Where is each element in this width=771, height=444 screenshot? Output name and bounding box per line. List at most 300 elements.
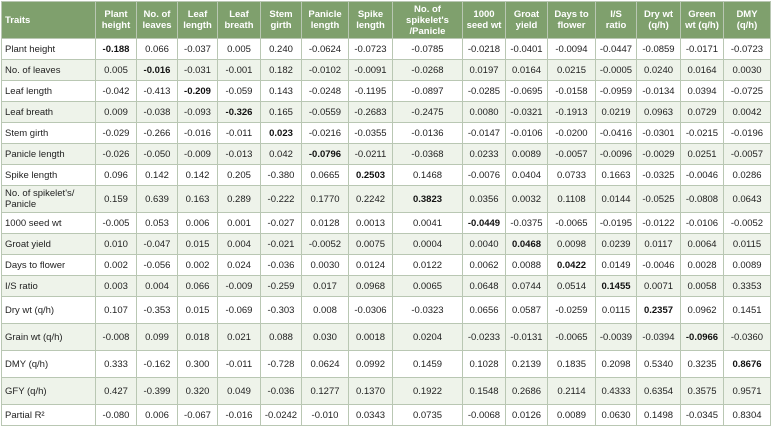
table-row: [2, 60, 771, 81]
table-cell: -0.037: [178, 39, 218, 60]
direct-effect-cell: 0.0468: [506, 234, 548, 255]
table-cell: 0.0665: [302, 165, 349, 186]
table-cell: -0.0052: [302, 234, 349, 255]
direct-effect-cell: -0.209: [178, 81, 218, 102]
table-cell: 0.0733: [548, 165, 596, 186]
table-cell: 0.0643: [724, 186, 771, 213]
table-cell: -0.380: [261, 165, 302, 186]
table-cell: 0.1548: [463, 378, 506, 405]
table-cell: -0.050: [137, 144, 178, 165]
table-cell: -0.0195: [596, 213, 637, 234]
table-cell: 0.320: [178, 378, 218, 405]
table-cell: -0.0525: [637, 186, 681, 213]
table-cell: -0.0695: [506, 81, 548, 102]
table-cell: -0.0057: [724, 144, 771, 165]
table-cell: 0.427: [96, 378, 137, 405]
table-cell: 0.0404: [506, 165, 548, 186]
table-cell: 0.0233: [463, 144, 506, 165]
column-header-traits: Traits: [2, 2, 96, 39]
table-cell: 0.639: [137, 186, 178, 213]
trait-label: GFY (q/h): [2, 378, 96, 405]
direct-effect-cell: 0.023: [261, 123, 302, 144]
table-cell: 0.0080: [463, 102, 506, 123]
table-row: [2, 39, 771, 60]
path-coefficient-table: [1, 1, 771, 426]
table-cell: 0.0041: [393, 213, 463, 234]
table-cell: 0.0089: [506, 144, 548, 165]
trait-label: DMY (q/h): [2, 351, 96, 378]
table-cell: -0.0559: [302, 102, 349, 123]
table-cell: 0.2114: [548, 378, 596, 405]
trait-label: I/S ratio: [2, 276, 96, 297]
table-cell: 0.0251: [681, 144, 724, 165]
table-cell: -0.0447: [596, 39, 637, 60]
table-cell: -0.0196: [724, 123, 771, 144]
table-cell: 0.107: [96, 297, 137, 324]
table-cell: 0.1922: [393, 378, 463, 405]
table-row: [2, 276, 771, 297]
table-body: [2, 39, 771, 426]
trait-label: No. of spikelet's/ Panicle: [2, 186, 96, 213]
table-cell: -0.0171: [681, 39, 724, 60]
column-header: Days to flower: [548, 2, 596, 39]
table-cell: 0.0197: [463, 60, 506, 81]
table-cell: -0.0375: [506, 213, 548, 234]
table-cell: 0.006: [137, 405, 178, 426]
table-row: [2, 234, 771, 255]
table-cell: 0.300: [178, 351, 218, 378]
table-cell: 0.2139: [506, 351, 548, 378]
table-cell: -0.0065: [548, 213, 596, 234]
table-cell: 0.006: [178, 213, 218, 234]
trait-label: 1000 seed wt: [2, 213, 96, 234]
table-cell: 0.0115: [596, 297, 637, 324]
table-cell: 0.0028: [681, 255, 724, 276]
table-cell: -0.0046: [637, 255, 681, 276]
table-cell: -0.0325: [637, 165, 681, 186]
table-cell: -0.0301: [637, 123, 681, 144]
table-cell: -0.0076: [463, 165, 506, 186]
table-cell: 0.142: [178, 165, 218, 186]
table-cell: 0.0286: [724, 165, 771, 186]
table-cell: -0.009: [218, 276, 261, 297]
table-cell: 0.0088: [506, 255, 548, 276]
table-cell: 0.0514: [548, 276, 596, 297]
direct-effect-cell: -0.188: [96, 39, 137, 60]
table-cell: 0.018: [178, 324, 218, 351]
column-header: I/S ratio: [596, 2, 637, 39]
table-cell: 0.1835: [548, 351, 596, 378]
table-cell: 0.0089: [548, 405, 596, 426]
table-cell: -0.031: [178, 60, 218, 81]
column-header: No. of leaves: [137, 2, 178, 39]
column-header: Dry wt (q/h): [637, 2, 681, 39]
table-cell: 0.0204: [393, 324, 463, 351]
table-cell: 0.159: [96, 186, 137, 213]
table-row: [2, 123, 771, 144]
table-cell: -0.222: [261, 186, 302, 213]
column-header: Stem girth: [261, 2, 302, 39]
trait-label: Stem girth: [2, 123, 96, 144]
table-cell: -0.0959: [596, 81, 637, 102]
table-cell: 0.3353: [724, 276, 771, 297]
table-cell: 0.3575: [681, 378, 724, 405]
table-cell: 0.015: [178, 297, 218, 324]
direct-effect-cell: -0.0966: [681, 324, 724, 351]
direct-effect-cell: -0.016: [137, 60, 178, 81]
trait-label: Grain wt (q/h): [2, 324, 96, 351]
table-cell: 0.005: [96, 60, 137, 81]
header-row: [2, 2, 771, 39]
table-cell: -0.080: [96, 405, 137, 426]
table-cell: 0.0062: [463, 255, 506, 276]
table-cell: 0.1663: [596, 165, 637, 186]
table-row: [2, 102, 771, 123]
table-cell: 0.0963: [637, 102, 681, 123]
table-cell: 0.0239: [596, 234, 637, 255]
table-cell: 0.0128: [302, 213, 349, 234]
table-cell: 0.0004: [393, 234, 463, 255]
table-cell: 0.0126: [506, 405, 548, 426]
table-cell: 0.1498: [637, 405, 681, 426]
table-cell: -0.036: [261, 378, 302, 405]
table-cell: 0.1108: [548, 186, 596, 213]
table-cell: -0.0723: [724, 39, 771, 60]
table-cell: -0.0785: [393, 39, 463, 60]
table-cell: 0.0098: [548, 234, 596, 255]
table-cell: 0.8304: [724, 405, 771, 426]
table-cell: -0.0345: [681, 405, 724, 426]
table-cell: -0.0039: [596, 324, 637, 351]
table-cell: -0.2475: [393, 102, 463, 123]
direct-effect-cell: -0.0796: [302, 144, 349, 165]
table-cell: 0.0962: [681, 297, 724, 324]
table-cell: 0.088: [261, 324, 302, 351]
table-cell: -0.0368: [393, 144, 463, 165]
table-cell: -0.0897: [393, 81, 463, 102]
table-cell: 0.010: [96, 234, 137, 255]
table-cell: 0.0648: [463, 276, 506, 297]
table-cell: 0.1277: [302, 378, 349, 405]
table-cell: -0.0624: [302, 39, 349, 60]
table-cell: -0.047: [137, 234, 178, 255]
trait-label: Groat yield: [2, 234, 96, 255]
table-cell: -0.016: [178, 123, 218, 144]
table-row: [2, 186, 771, 213]
table-cell: 0.0075: [349, 234, 393, 255]
table-cell: 0.0624: [302, 351, 349, 378]
table-cell: -0.0360: [724, 324, 771, 351]
table-cell: -0.303: [261, 297, 302, 324]
table-cell: -0.011: [218, 123, 261, 144]
table-cell: -0.2683: [349, 102, 393, 123]
table-cell: -0.0242: [261, 405, 302, 426]
table-cell: 0.099: [137, 324, 178, 351]
table-cell: -0.010: [302, 405, 349, 426]
table-cell: -0.0259: [548, 297, 596, 324]
table-cell: 0.0992: [349, 351, 393, 378]
table-cell: -0.021: [261, 234, 302, 255]
table-cell: -0.259: [261, 276, 302, 297]
table-cell: 0.0030: [724, 60, 771, 81]
table-cell: -0.059: [218, 81, 261, 102]
table-cell: 0.1028: [463, 351, 506, 378]
column-header: Green wt (q/h): [681, 2, 724, 39]
table-cell: 0.0744: [506, 276, 548, 297]
table-cell: 0.096: [96, 165, 137, 186]
table-cell: -0.0029: [637, 144, 681, 165]
table-row: [2, 165, 771, 186]
table-cell: 0.015: [178, 234, 218, 255]
column-header: Groat yield: [506, 2, 548, 39]
table-cell: 0.030: [302, 324, 349, 351]
table-row: [2, 405, 771, 426]
table-cell: 0.004: [137, 276, 178, 297]
direct-effect-cell: 0.3823: [393, 186, 463, 213]
direct-effect-cell: 0.0422: [548, 255, 596, 276]
trait-label: Leaf length: [2, 81, 96, 102]
table-cell: 0.002: [178, 255, 218, 276]
table-cell: 0.0164: [506, 60, 548, 81]
table-row: [2, 378, 771, 405]
column-header: Leaf breath: [218, 2, 261, 39]
table-cell: 0.333: [96, 351, 137, 378]
table-cell: -0.008: [96, 324, 137, 351]
table-cell: 0.0729: [681, 102, 724, 123]
table-cell: -0.0725: [724, 81, 771, 102]
table-row: [2, 81, 771, 102]
table-cell: -0.0211: [349, 144, 393, 165]
table-cell: 0.0042: [724, 102, 771, 123]
table-cell: -0.0096: [596, 144, 637, 165]
table-cell: -0.0052: [724, 213, 771, 234]
trait-label: Dry wt (q/h): [2, 297, 96, 324]
table-cell: 0.182: [261, 60, 302, 81]
table-cell: 0.1459: [393, 351, 463, 378]
table-cell: 0.0735: [393, 405, 463, 426]
table-cell: 0.042: [261, 144, 302, 165]
column-header: 1000 seed wt: [463, 2, 506, 39]
table-cell: 0.005: [218, 39, 261, 60]
table-cell: -0.093: [178, 102, 218, 123]
table-cell: 0.017: [302, 276, 349, 297]
table-cell: 0.0149: [596, 255, 637, 276]
table-row: [2, 324, 771, 351]
table-cell: -0.0046: [681, 165, 724, 186]
direct-effect-cell: -0.0449: [463, 213, 506, 234]
table-cell: 0.1370: [349, 378, 393, 405]
table-cell: -0.0394: [637, 324, 681, 351]
table-cell: 0.9571: [724, 378, 771, 405]
column-header: Plant height: [96, 2, 137, 39]
table-cell: -0.353: [137, 297, 178, 324]
table-cell: -0.0416: [596, 123, 637, 144]
table-cell: -0.0068: [463, 405, 506, 426]
table-cell: -0.0401: [506, 39, 548, 60]
table-cell: 0.163: [178, 186, 218, 213]
table-cell: -0.0306: [349, 297, 393, 324]
table-cell: -0.013: [218, 144, 261, 165]
table-cell: -0.413: [137, 81, 178, 102]
table-cell: -0.0134: [637, 81, 681, 102]
trait-label: No. of leaves: [2, 60, 96, 81]
table-row: [2, 297, 771, 324]
table-cell: -0.0136: [393, 123, 463, 144]
table-cell: 0.004: [218, 234, 261, 255]
table-cell: -0.036: [261, 255, 302, 276]
table-cell: -0.0122: [637, 213, 681, 234]
table-cell: 0.001: [218, 213, 261, 234]
table-cell: 0.0219: [596, 102, 637, 123]
table-cell: -0.011: [218, 351, 261, 378]
table-cell: -0.0285: [463, 81, 506, 102]
table-cell: -0.162: [137, 351, 178, 378]
table-cell: -0.0065: [548, 324, 596, 351]
table-cell: 0.0117: [637, 234, 681, 255]
table-cell: 0.003: [96, 276, 137, 297]
table-header: [2, 2, 771, 39]
table-cell: 0.053: [137, 213, 178, 234]
table-cell: 0.1770: [302, 186, 349, 213]
table-cell: 0.0240: [637, 60, 681, 81]
table-cell: -0.027: [261, 213, 302, 234]
table-cell: -0.056: [137, 255, 178, 276]
table-cell: 0.3235: [681, 351, 724, 378]
table-cell: 0.4333: [596, 378, 637, 405]
table-cell: 0.0394: [681, 81, 724, 102]
table-cell: -0.0091: [349, 60, 393, 81]
table-cell: 0.1468: [393, 165, 463, 186]
table-cell: -0.069: [218, 297, 261, 324]
table-cell: -0.005: [96, 213, 137, 234]
table-cell: 0.066: [178, 276, 218, 297]
table-cell: 0.0071: [637, 276, 681, 297]
table-cell: 0.2686: [506, 378, 548, 405]
table-cell: -0.0268: [393, 60, 463, 81]
table-cell: -0.038: [137, 102, 178, 123]
table-cell: 0.0587: [506, 297, 548, 324]
table-cell: -0.0233: [463, 324, 506, 351]
table-cell: 0.165: [261, 102, 302, 123]
table-cell: 0.5340: [637, 351, 681, 378]
table-cell: -0.0808: [681, 186, 724, 213]
table-cell: 0.0124: [349, 255, 393, 276]
table-cell: 0.002: [96, 255, 137, 276]
table-cell: 0.024: [218, 255, 261, 276]
table-cell: 0.0089: [724, 255, 771, 276]
table-cell: -0.009: [178, 144, 218, 165]
table-cell: -0.0215: [681, 123, 724, 144]
table-cell: 0.0030: [302, 255, 349, 276]
table-cell: -0.1913: [548, 102, 596, 123]
table-cell: -0.016: [218, 405, 261, 426]
table-cell: 0.0144: [596, 186, 637, 213]
table-cell: 0.0064: [681, 234, 724, 255]
table-cell: -0.0102: [302, 60, 349, 81]
table-cell: 0.142: [137, 165, 178, 186]
table-cell: 0.0164: [681, 60, 724, 81]
table-cell: -0.0057: [548, 144, 596, 165]
table-cell: -0.0859: [637, 39, 681, 60]
table-cell: 0.6354: [637, 378, 681, 405]
direct-effect-cell: 0.1455: [596, 276, 637, 297]
table-cell: 0.289: [218, 186, 261, 213]
table-cell: 0.021: [218, 324, 261, 351]
trait-label: Panicle length: [2, 144, 96, 165]
table-cell: 0.240: [261, 39, 302, 60]
table-cell: -0.0200: [548, 123, 596, 144]
direct-effect-cell: 0.2503: [349, 165, 393, 186]
trait-label: Days to flower: [2, 255, 96, 276]
trait-label: Leaf breath: [2, 102, 96, 123]
table-cell: 0.0343: [349, 405, 393, 426]
table-cell: 0.008: [302, 297, 349, 324]
direct-effect-cell: 0.8676: [724, 351, 771, 378]
table-cell: 0.0013: [349, 213, 393, 234]
trait-label: Plant height: [2, 39, 96, 60]
table-cell: -0.0218: [463, 39, 506, 60]
table-cell: 0.066: [137, 39, 178, 60]
table-cell: 0.009: [96, 102, 137, 123]
column-header: Panicle length: [302, 2, 349, 39]
table-cell: 0.1451: [724, 297, 771, 324]
table-cell: -0.1195: [349, 81, 393, 102]
table-cell: 0.0215: [548, 60, 596, 81]
table-cell: 0.0968: [349, 276, 393, 297]
table-cell: -0.266: [137, 123, 178, 144]
table-cell: 0.0656: [463, 297, 506, 324]
table-row: [2, 213, 771, 234]
table-cell: 0.143: [261, 81, 302, 102]
column-header: No. of spikelet's /Panicle: [393, 2, 463, 39]
table-cell: -0.042: [96, 81, 137, 102]
direct-effect-cell: -0.326: [218, 102, 261, 123]
table-cell: 0.0018: [349, 324, 393, 351]
table-row: [2, 255, 771, 276]
table-cell: 0.049: [218, 378, 261, 405]
table-cell: -0.0106: [681, 213, 724, 234]
table-cell: 0.0122: [393, 255, 463, 276]
table-cell: 0.2098: [596, 351, 637, 378]
table-cell: -0.0323: [393, 297, 463, 324]
table-cell: -0.0248: [302, 81, 349, 102]
table-cell: 0.205: [218, 165, 261, 186]
table-cell: -0.0216: [302, 123, 349, 144]
table-cell: -0.0147: [463, 123, 506, 144]
column-header: Leaf length: [178, 2, 218, 39]
table-cell: -0.067: [178, 405, 218, 426]
table-cell: -0.001: [218, 60, 261, 81]
table-cell: 0.0356: [463, 186, 506, 213]
column-header: DMY (q/h): [724, 2, 771, 39]
trait-label: Partial R²: [2, 405, 96, 426]
table-cell: -0.0005: [596, 60, 637, 81]
table-cell: -0.0158: [548, 81, 596, 102]
table-cell: 0.0040: [463, 234, 506, 255]
table-cell: 0.0065: [393, 276, 463, 297]
table-cell: -0.0131: [506, 324, 548, 351]
table-cell: -0.0106: [506, 123, 548, 144]
table-cell: -0.0723: [349, 39, 393, 60]
column-header: Spike length: [349, 2, 393, 39]
table-cell: 0.0058: [681, 276, 724, 297]
table-cell: 0.0032: [506, 186, 548, 213]
table-cell: -0.728: [261, 351, 302, 378]
trait-label: Spike length: [2, 165, 96, 186]
table-cell: -0.026: [96, 144, 137, 165]
table-cell: -0.0321: [506, 102, 548, 123]
table-cell: 0.0115: [724, 234, 771, 255]
